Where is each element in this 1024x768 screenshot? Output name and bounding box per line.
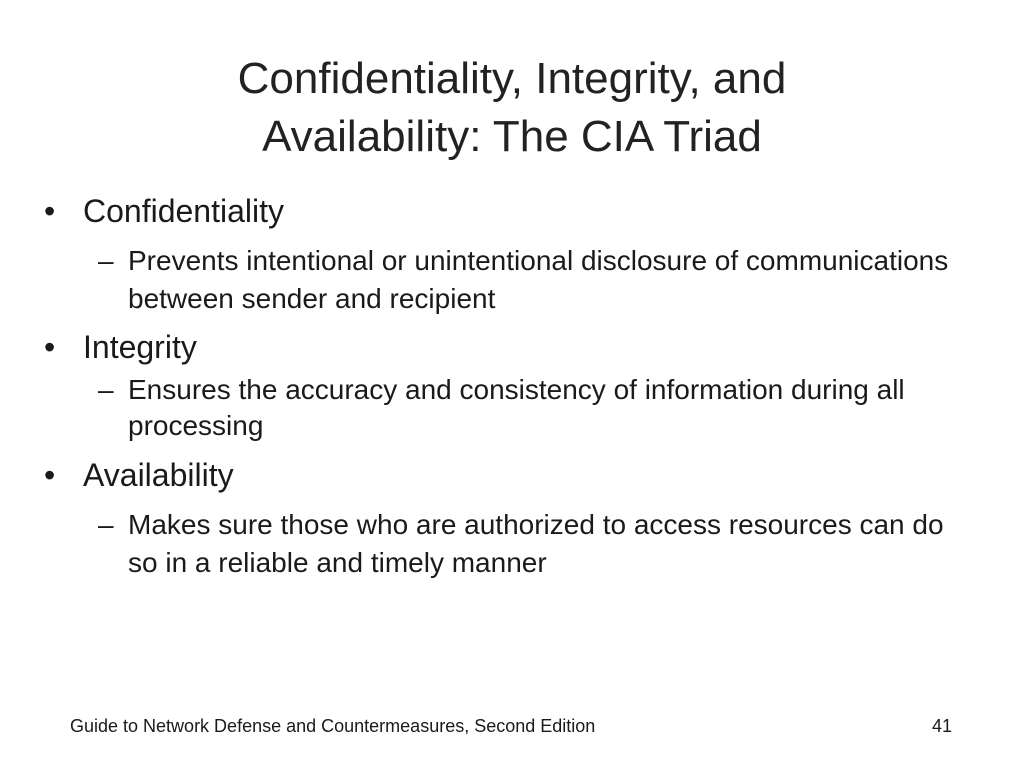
sub-bullet-availability: [98, 506, 974, 582]
sub-bullet-confidentiality: [98, 242, 974, 318]
bullet-dot-icon: •: [44, 329, 56, 365]
bullet-availability: [44, 454, 974, 496]
bullet-dot-icon: •: [44, 193, 56, 229]
sub-bullet-integrity: [98, 372, 974, 444]
dash-icon: –: [98, 509, 114, 540]
bullet-label-availability: Availability: [83, 457, 234, 493]
page-number: 41: [932, 716, 953, 736]
bullet-label-integrity: Integrity: [83, 329, 197, 365]
dash-icon: –: [98, 245, 114, 276]
slide-footer: Guide to Network Defense and Countermeasures, Second Edition: [70, 716, 596, 736]
sub-bullet-text-confidentiality: Prevents intentional or unintentional disclosure of communications between sender and recipient: [128, 245, 949, 314]
sub-bullet-text-integrity: Ensures the accuracy and consistency of information during all processing: [128, 374, 905, 441]
slide-title-line-1: Confidentiality, Integrity, and: [237, 54, 787, 103]
bullet-label-confidentiality: Confidentiality: [83, 193, 284, 229]
bullet-integrity: [44, 326, 974, 368]
slide-title-line-2: Availability: The CIA Triad: [262, 112, 762, 161]
bullet-confidentiality: [44, 190, 974, 232]
dash-icon: –: [98, 374, 114, 405]
bullet-list: [44, 190, 974, 582]
bullet-dot-icon: •: [44, 457, 56, 493]
slide-title: [100, 50, 924, 166]
sub-bullet-text-availability: Makes sure those who are authorized to access resources can do so in a reliable and timely manner: [128, 509, 944, 578]
